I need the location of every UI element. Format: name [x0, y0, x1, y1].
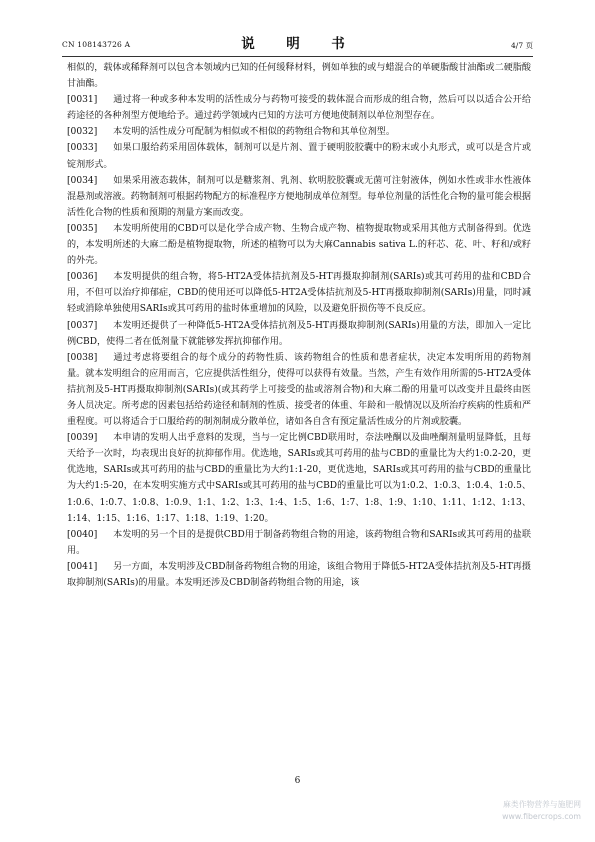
watermark-text: 麻类作物营养与施肥网 — [503, 800, 581, 809]
document-title: 说 明 书 — [241, 36, 354, 52]
header-rule — [62, 56, 533, 57]
patent-number: CN 108143726 A — [62, 40, 131, 49]
paragraph-0031 — [67, 92, 531, 124]
page-indicator: 4/7 页 — [511, 41, 533, 50]
paragraph-text: 相似的，载体或稀释剂可以包含本领域内已知的任何缓释材料，例如单独的或与蜡混合的单硬脂酸甘油酯或二硬脂酸甘油酯。 — [67, 63, 531, 90]
paragraph-text: 通过考虑将要组合的每个成分的药物性质、该药物组合的性质和患者症状，决定本发明所用的药物剂量。就本发明组合的应用而言，它应提供活性组分，使得可以获得有效量。当然，产生有效作用所需的5-HT2A受体拮抗剂及5-HT再摄取抑制剂(SARIs)(或其药学上可接受的盐或溶剂合物)和大麻二酚的用量可以改变并且最终由医务人员决定。所考虑的因素包括给药途径和制剂的性质、接受者的体重、年龄和一般情况以及所治疗疾病的性质和严重程度。可以将适合于口服给药的制剂制成分散单位，诸如各自含有预定量活性成分的片剂或胶囊。 — [67, 352, 531, 428]
paragraph-0032 — [67, 124, 531, 140]
page-header — [62, 32, 533, 54]
paragraph-number: [0038] — [67, 352, 98, 363]
watermark — [502, 799, 581, 823]
paragraph-number: [0040] — [67, 529, 98, 540]
paragraph-continued — [67, 60, 531, 92]
paragraph-number: [0036] — [67, 272, 98, 283]
paragraph-number: [0035] — [67, 223, 98, 234]
paragraph-number: [0032] — [67, 127, 98, 138]
paragraph-0037 — [67, 318, 531, 350]
page-number: 6 — [294, 776, 301, 786]
paragraph-number: [0039] — [67, 433, 98, 444]
paragraph-0039 — [67, 430, 531, 527]
paragraph-text: 本发明的活性成分可配制为相似或不相似的药物组合物和其单位剂型。 — [113, 127, 395, 138]
paragraph-number: [0041] — [67, 561, 98, 572]
paragraph-text: 本发明所使用的CBD可以是化学合成产物、生物合成产物、植物提取物或采用其他方式制备得到。优选的，本发明所述的大麻二酚是植物提取物，所述的植物可以为大麻Cannabis sativa L.的秆芯、花、叶、籽和/或籽的外壳。 — [67, 223, 531, 267]
paragraph-0041 — [67, 559, 531, 591]
paragraph-text: 本申请的发明人出乎意料的发现，当与一定比例CBD联用时，奈法唑酮以及曲唑酮剂量明显降低，且每天给予一次时，均表现出良好的抗抑郁作用。优选地，SARIs或其可药用的盐与CBD的重量比为大约1:0.2-20，更优选地，SARIs或其可药用的盐与CBD的重量比为大约1:1-20，更优选地，SARIs或其可药用的盐与CBD的重量比为大约1:5-20，在本发明实施方式中SARIs或其可药用的盐与CBD的重量比可以为1:0.2、1:0.3、1:0.4、1:0.5、1:0.6、1:0.7、1:0.8、1:0.9、1:1、1:2、1:3、1:4、1:5、1:6、1:7、1:8、1:9、1:10、1:11、1:12、1:13、1:14、1:15、1:16、1:17、1:18、1:19、1:20。 — [67, 433, 531, 524]
paragraph-text: 本发明还提供了一种降低5-HT2A受体拮抗剂及5-HT再摄取抑制剂(SARIs)用量的方法，即加入一定比例CBD，使得二者在低剂量下就能够发挥抗抑郁作用。 — [67, 320, 531, 347]
paragraph-number: [0034] — [67, 175, 98, 186]
paragraph-0034 — [67, 173, 531, 221]
paragraph-number: [0033] — [67, 143, 98, 154]
paragraph-0033 — [67, 140, 531, 172]
paragraph-0040 — [67, 527, 531, 559]
document-body — [67, 60, 531, 591]
watermark-url: www.fibercrops.com — [502, 812, 581, 821]
paragraph-0035 — [67, 221, 531, 269]
paragraph-text: 另一方面，本发明涉及CBD制备药物组合物的用途，该组合物用于降低5-HT2A受体拮抗剂及5-HT再摄取抑制剂(SARIs)的用量。本发明还涉及CBD制备药物组合物的用途，该 — [67, 561, 531, 588]
paragraph-text: 通过将一种或多种本发明的活性成分与药物可接受的载体混合而形成的组合物，然后可以以适合公开给药途径的各种剂型方便地给予。通过药学领域内已知的方法可方便地使制剂以单位剂型存在。 — [67, 95, 531, 122]
paragraph-number: [0031] — [67, 95, 98, 106]
paragraph-text: 本发明提供的组合物，将5-HT2A受体拮抗剂及5-HT再摄取抑制剂(SARIs)或其可药用的盐和CBD合用，不但可以治疗抑郁症，CBD的使用还可以降低5-HT2A受体拮抗剂及5-HT再摄取抑制剂(SARIs)用量，同时减轻或消除单独使用SARIs或其可药用的盐时体重增加的风险，以及避免肝损伤等不良反应。 — [67, 272, 531, 315]
paragraph-text: 如果口服给药采用固体载体，制剂可以是片剂、置于硬明胶胶囊中的粉末或小丸形式，或可以是含片或锭剂形式。 — [67, 143, 531, 170]
paragraph-0038 — [67, 350, 531, 430]
paragraph-0036 — [67, 269, 531, 317]
paragraph-number: [0037] — [67, 320, 98, 331]
paragraph-text: 本发明的另一个目的是提供CBD用于制备药物组合物的用途，该药物组合物和SARIs或其可药用的盐联用。 — [67, 529, 531, 556]
paragraph-text: 如果采用液态载体，制剂可以是糖浆剂、乳剂、软明胶胶囊或无菌可注射液体，例如水性或非水性液体混悬剂或溶液。药物制剂可根据药物配方的标准程序方便地制成单位剂型。每单位剂量的活性化合物的量可能会根据活性化合物的性质和预期的剂量方案而改变。 — [67, 175, 531, 218]
